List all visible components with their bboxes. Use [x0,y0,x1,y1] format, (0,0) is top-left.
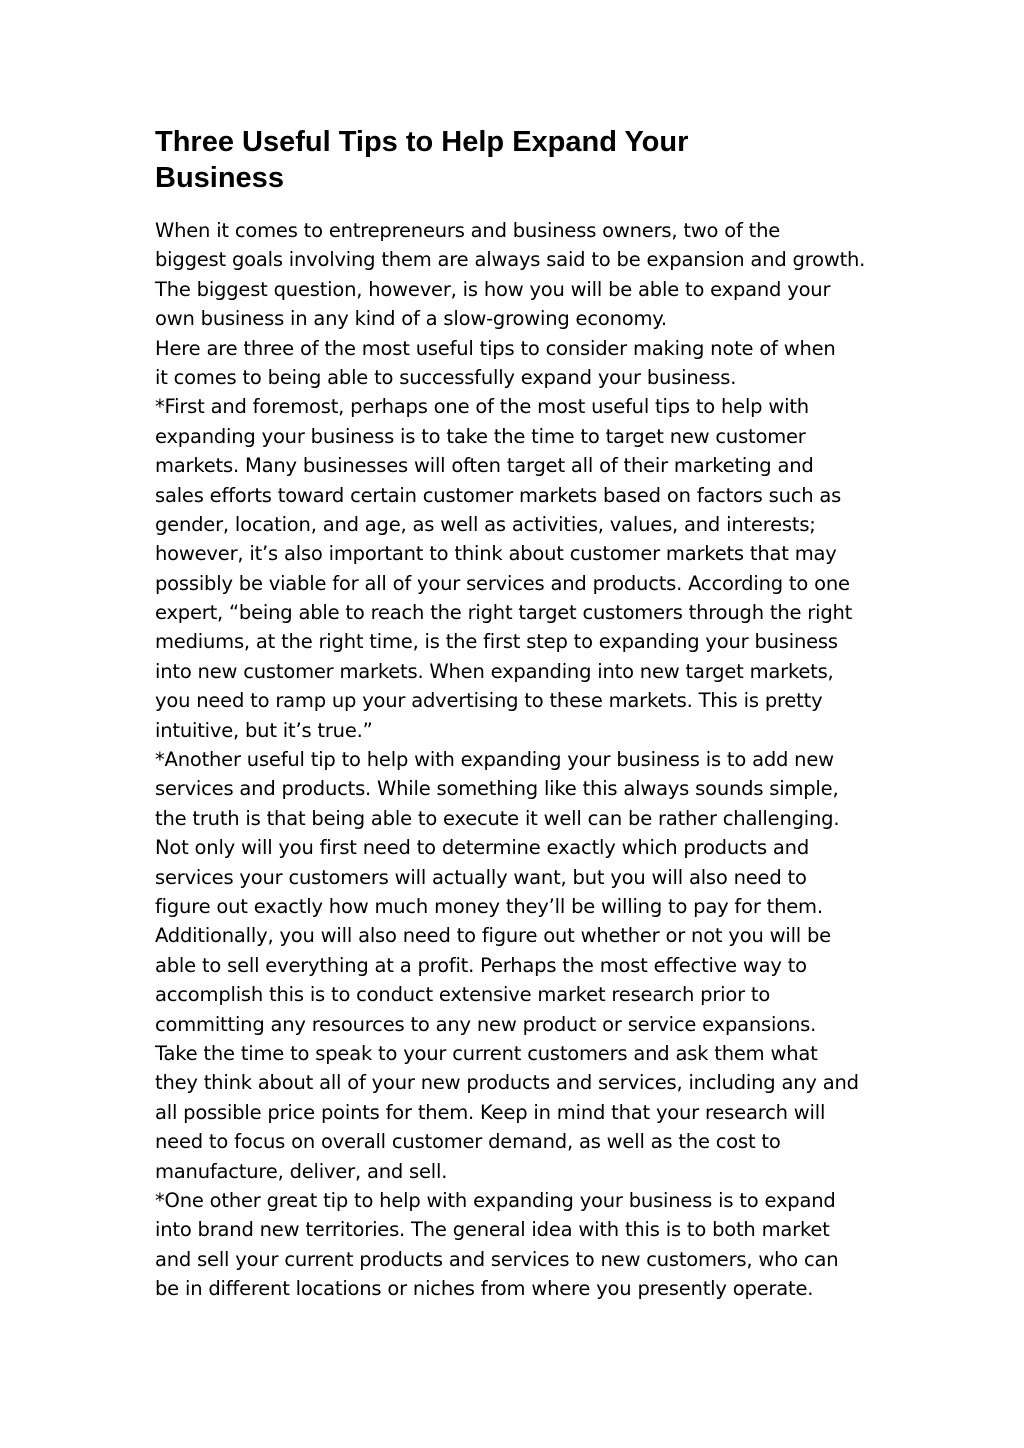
body-line: sales efforts toward certain customer markets based on factors such as [155,483,842,507]
body-line: Not only will you first need to determine exactly which products and [155,836,810,860]
title-line: Business [155,162,284,194]
body-line: committing any resources to any new product or service expansions. [155,1012,817,1036]
body-line: be in different locations or niches from where you presently operate. [155,1277,814,1301]
body-line: and sell your current products and services to new customers, who can [155,1247,839,1271]
body-line: however, it’s also important to think about customer markets that may [155,542,837,566]
body-line: When it comes to entrepreneurs and business owners, two of the [155,219,781,242]
body-line: *Another useful tip to help with expanding your business is to add new [155,748,834,772]
body-line: services and products. While something like this always sounds simple, [155,777,839,801]
body-line: it comes to being able to successfully expand your business. [155,365,737,389]
body-line: markets. Many businesses will often target all of their marketing and [155,454,814,478]
body-line: intuitive, but it’s true.” [155,718,373,742]
title-line: Three Useful Tips to Help Expand Your [155,126,689,158]
body-line: into brand new territories. The general idea with this is to both market [155,1218,830,1242]
body-line: mediums, at the right time, is the first step to expanding your business [155,630,838,654]
body-line: need to focus on overall customer demand, as well as the cost to [155,1130,781,1154]
body-line: they think about all of your new products and services, including any and [155,1071,859,1095]
body-line: gender, location, and age, as well as activities, values, and interests; [155,512,816,536]
body-line: Here are three of the most useful tips to consider making note of when [155,336,836,360]
body-line: the truth is that being able to execute it well can be rather challenging. [155,806,840,830]
body-line: Additionally, you will also need to figure out whether or not you will be [155,924,831,948]
body-line: own business in any kind of a slow-growing economy. [155,307,667,331]
body-line: The biggest question, however, is how you will be able to expand your [155,277,831,301]
body-line: into new customer markets. When expanding into new target markets, [155,659,834,683]
body-line: *First and foremost, perhaps one of the most useful tips to help with [155,395,809,419]
body-line: *One other great tip to help with expanding your business is to expand [155,1188,836,1212]
body-line: manufacture, deliver, and sell. [155,1159,448,1183]
body-line: services your customers will actually want, but you will also need to [155,865,807,889]
document-title [155,124,855,196]
body-line: possibly be viable for all of your services and products. According to one [155,571,850,595]
body-line: able to sell everything at a profit. Perhaps the most effective way to [155,953,807,977]
document-body [155,216,915,1303]
body-line: biggest goals involving them are always said to be expansion and growth. [155,248,866,272]
body-line: expert, “being able to reach the right target customers through the right [155,601,853,625]
body-line: accomplish this is to conduct extensive market research prior to [155,983,771,1007]
body-line: expanding your business is to take the time to target new customer [155,424,806,448]
body-line: Take the time to speak to your current customers and ask them what [155,1041,818,1065]
body-line: all possible price points for them. Keep in mind that your research will [155,1100,826,1124]
body-line: figure out exactly how much money they’ll be willing to pay for them. [155,894,823,918]
body-line: you need to ramp up your advertising to these markets. This is pretty [155,689,823,713]
